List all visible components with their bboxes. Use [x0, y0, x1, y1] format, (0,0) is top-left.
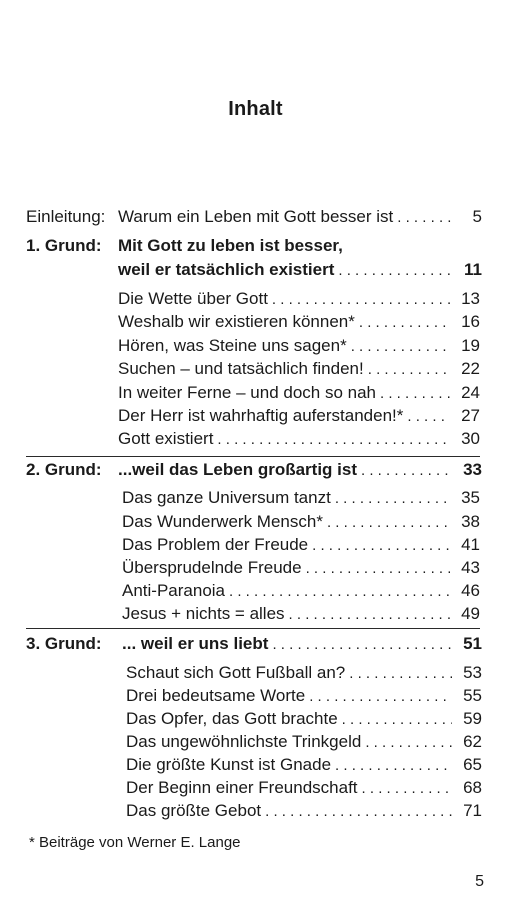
- leader-dots: [289, 604, 450, 626]
- entry-text: Das Wunderwerk Mensch*: [122, 512, 323, 531]
- entry-text: Suchen – und tatsächlich finden!: [118, 359, 364, 378]
- toc-entry: [122, 511, 480, 533]
- leader-dots: [272, 289, 450, 311]
- toc-entry: [122, 557, 480, 579]
- footnote: * Beiträge von Werner E. Lange: [29, 834, 241, 851]
- entry-text: In weiter Ferne – und doch so nah: [118, 383, 376, 402]
- entry-text: Drei bedeutsame Worte: [126, 686, 306, 705]
- entry-page: 13: [461, 289, 480, 308]
- entry-page: 33: [463, 460, 482, 479]
- entry-text: Das größte Gebot: [126, 801, 262, 820]
- entry-text: Die Wette über Gott: [118, 289, 268, 308]
- toc-entry: [126, 754, 482, 776]
- entry-page: 65: [463, 755, 482, 774]
- entry-text: Das ganze Universum tanzt: [122, 488, 331, 507]
- entry-page: 49: [461, 604, 480, 623]
- entry-page: 24: [461, 383, 480, 402]
- toc-entry: [118, 428, 480, 450]
- leader-dots: [362, 778, 452, 800]
- leader-dots: [312, 535, 450, 557]
- entry-text: Jesus + nichts = alles: [122, 604, 285, 623]
- toc-entry: [126, 800, 482, 822]
- entry-text: Schaut sich Gott Fußball an?: [126, 663, 346, 682]
- entry-page: 38: [461, 512, 480, 531]
- leader-dots: [368, 359, 450, 381]
- entry-text: weil er tatsächlich existiert: [118, 260, 335, 279]
- leader-dots: [407, 406, 450, 428]
- entry-page: 68: [463, 778, 482, 797]
- entry-page: 62: [463, 732, 482, 751]
- toc-entry: [118, 405, 480, 427]
- entry-text: Gott existiert: [118, 429, 214, 448]
- toc-entry: [118, 288, 480, 310]
- section-1-title-line-1: Mit Gott zu leben ist besser,: [118, 236, 343, 255]
- leader-dots: [217, 429, 450, 451]
- leader-dots: [349, 663, 452, 685]
- leader-dots: [335, 755, 452, 777]
- leader-dots: [361, 460, 452, 482]
- entry-text: Weshalb wir existieren können*: [118, 312, 355, 331]
- section-3-label: 3. Grund:: [26, 634, 102, 653]
- page-title: Inhalt: [228, 98, 283, 120]
- toc-entry-intro: [118, 206, 482, 228]
- entry-page: 46: [461, 581, 480, 600]
- section-3-title-row: [122, 633, 482, 655]
- entry-page: 43: [461, 558, 480, 577]
- entry-page: 11: [464, 260, 482, 279]
- toc-entry: [122, 534, 480, 556]
- entry-page: 5: [472, 207, 482, 226]
- entry-page: 55: [463, 686, 482, 705]
- entry-text: ... weil er uns liebt: [122, 634, 269, 653]
- leader-dots: [380, 383, 450, 405]
- entry-text: ...weil das Leben großartig ist: [118, 460, 357, 479]
- page-number: 5: [475, 873, 484, 890]
- entry-text: Das Problem der Freude: [122, 535, 309, 554]
- entry-text: Der Beginn einer Freundschaft: [126, 778, 358, 797]
- entry-text: Warum ein Leben mit Gott besser ist: [118, 207, 394, 226]
- entry-text: Das Opfer, das Gott brachte: [126, 709, 338, 728]
- entry-page: 53: [463, 663, 482, 682]
- leader-dots: [335, 488, 450, 510]
- leader-dots: [229, 581, 450, 603]
- leader-dots: [397, 207, 452, 229]
- intro-label: Einleitung:: [26, 207, 106, 226]
- section-2-title-row: [118, 459, 482, 481]
- leader-dots: [351, 336, 450, 358]
- toc-entry: [126, 777, 482, 799]
- toc-entry: [122, 580, 480, 602]
- entry-text: Anti-Paranoia: [122, 581, 226, 600]
- toc-entry: [126, 662, 482, 684]
- leader-dots: [272, 634, 452, 656]
- toc-entry: [118, 335, 480, 357]
- entry-page: 71: [463, 801, 482, 820]
- leader-dots: [327, 512, 450, 534]
- entry-text: Der Herr ist wahrhaftig auferstanden!*: [118, 406, 404, 425]
- entry-page: 27: [461, 406, 480, 425]
- entry-page: 16: [461, 312, 480, 331]
- leader-dots: [309, 686, 452, 708]
- section-1-title-row: [118, 259, 482, 281]
- section-divider: [26, 628, 480, 629]
- entry-text: Die größte Kunst ist Gnade: [126, 755, 332, 774]
- toc-entry: [118, 358, 480, 380]
- entry-page: 22: [461, 359, 480, 378]
- section-2-label: 2. Grund:: [26, 460, 102, 479]
- entry-text: Das ungewöhnlichste Trinkgeld: [126, 732, 362, 751]
- entry-page: 41: [461, 535, 480, 554]
- entry-page: 59: [463, 709, 482, 728]
- toc-entry: [126, 731, 482, 753]
- entry-page: 19: [461, 336, 480, 355]
- toc-entry: [122, 603, 480, 625]
- leader-dots: [306, 558, 450, 580]
- leader-dots: [338, 260, 452, 282]
- entry-page: 51: [463, 634, 482, 653]
- entry-text: Hören, was Steine uns sagen*: [118, 336, 347, 355]
- leader-dots: [365, 732, 452, 754]
- toc-entry: [118, 382, 480, 404]
- section-1-label: 1. Grund:: [26, 236, 102, 255]
- entry-page: 35: [461, 488, 480, 507]
- entry-text: Übersprudelnde Freude: [122, 558, 302, 577]
- entry-page: 30: [461, 429, 480, 448]
- leader-dots: [265, 801, 452, 823]
- toc-entry: [126, 708, 482, 730]
- toc-entry: [122, 487, 480, 509]
- leader-dots: [342, 709, 452, 731]
- toc-entry: [118, 311, 480, 333]
- leader-dots: [359, 312, 450, 334]
- section-divider: [26, 456, 480, 457]
- toc-entry: [126, 685, 482, 707]
